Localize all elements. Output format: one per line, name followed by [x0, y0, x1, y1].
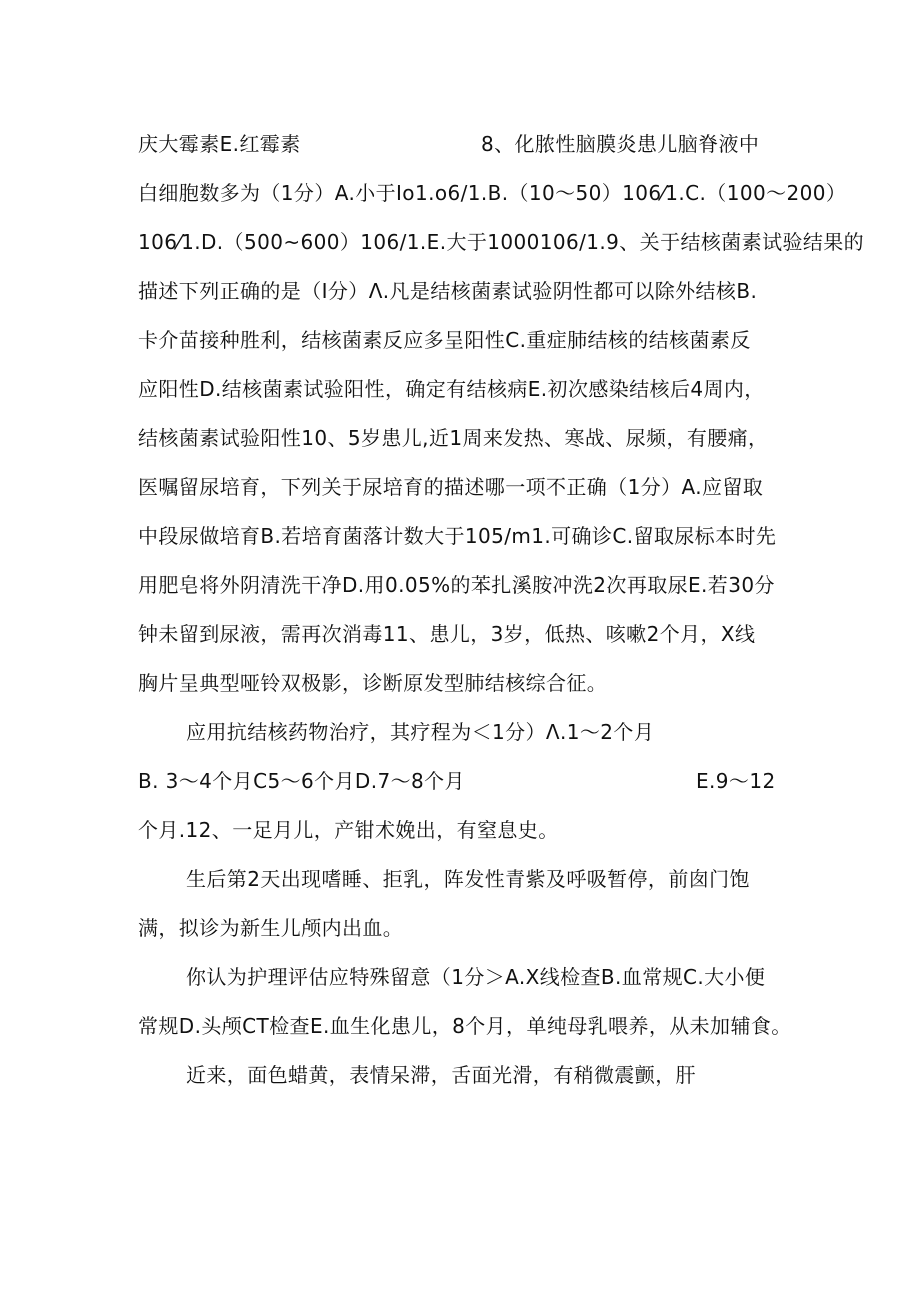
text-line: 106⁄1.D.（500~600）106/1.E.大于1000106/1.9、关于结核菌素试验结果的: [138, 230, 865, 254]
text-segment: 8、化脓性脑膜炎患儿脑脊液中: [481, 132, 760, 156]
text-line: 你认为护理评估应特殊留意（1分＞A.X线检查B.血常规C.大小便: [186, 965, 766, 989]
text-line: 白细胞数多为（1分）A.小于Io1.o6/1.B.（10～50）106⁄1.C.（100～200）: [138, 181, 847, 205]
text-line: 钟未留到尿液，需再次消毒11、患儿，3岁，低热、咳嗽2个月，X线: [138, 622, 756, 646]
text-segment: 庆大霉素E.红霉素: [138, 132, 301, 156]
text-line: 近来，面色蜡黄，表情呆滞，舌面光滑，有稍微震颤，肝: [186, 1063, 696, 1087]
text-line: [138, 132, 788, 156]
text-line: 卡介苗接种胜利，结核菌素反应多呈阳性C.重症肺结核的结核菌素反: [138, 328, 751, 352]
text-segment: E.9～12: [696, 769, 776, 793]
text-line: [138, 769, 788, 793]
text-line: 常规D.头颅CT检查E.血生化患儿，8个月，单纯母乳喂养，从未加辅食。: [138, 1014, 792, 1038]
text-line: 中段尿做培育B.若培育菌落计数大于105/m1.可确诊C.留取尿标本时先: [138, 524, 777, 548]
text-line: 应用抗结核药物治疗，其疗程为＜1分）Λ.1～2个月: [186, 720, 655, 744]
text-line: 医嘱留尿培育，下列关于尿培育的描述哪一项不正确（1分）A.应留取: [138, 475, 764, 499]
text-line: 生后第2天出现嗜睡、拒乳，阵发性青紫及呼吸暂停，前囱门饱: [186, 867, 750, 891]
text-line: 用肥皂将外阴清洗干净D.用0.05%的苯扎溪胺冲洗2次再取尿E.若30分: [138, 573, 775, 597]
text-line: 应阳性D.结核菌素试验阳性，确定有结核病E.初次感染结核后4周内，: [138, 377, 765, 401]
text-line: 结核菌素试验阳性10、5岁患儿,近1周来发热、寒战、尿频，有腰痛，: [138, 426, 769, 450]
text-line: 描述下列正确的是（I分）Λ.凡是结核菌素试验阴性都可以除外结核B.: [138, 279, 758, 303]
text-segment: B. 3～4个月C5～6个月D.7～8个月: [138, 769, 465, 793]
text-line: 满，拟诊为新生儿颅内出血。: [138, 916, 404, 940]
text-line: 胸片呈典型哑铃双极影，诊断原发型肺结核综合征。: [138, 671, 608, 695]
text-line: 个月.12、一足月儿，产钳术娩出，有窒息史。: [138, 818, 559, 842]
